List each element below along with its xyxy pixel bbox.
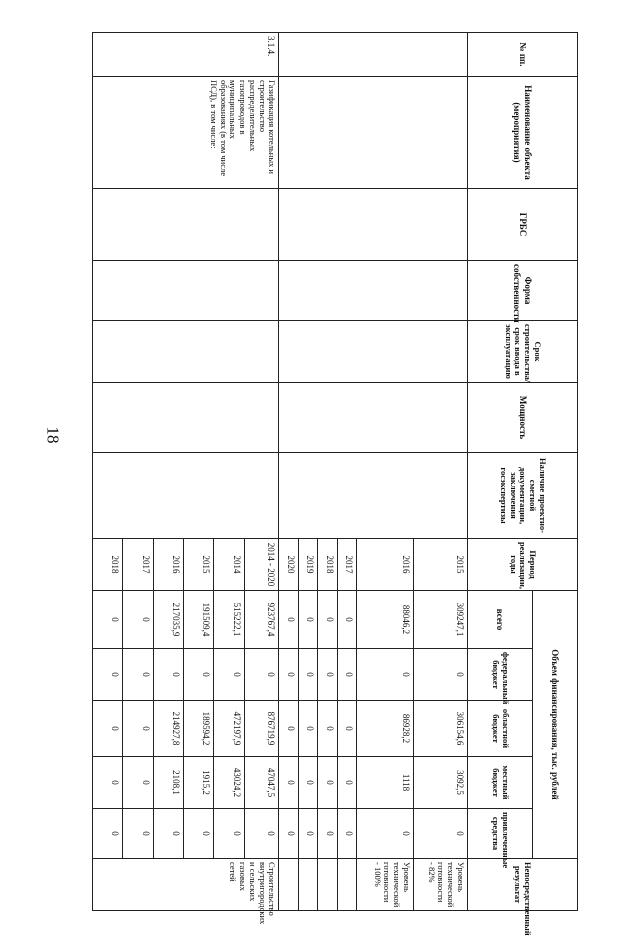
cell-total: 0: [279, 591, 299, 649]
cell-local: 2108,1: [153, 757, 183, 809]
cell-attracted: 0: [298, 809, 318, 859]
cell-empty: [279, 261, 468, 321]
cell-period: 2017: [123, 539, 153, 591]
header-regional: областной бюджет: [468, 701, 533, 757]
cell-regional: 86928,2: [357, 701, 413, 757]
cell-local: 0: [279, 757, 299, 809]
header-construction-term: Срок строительства/срок ввода в эксплуатацию: [468, 321, 578, 383]
header-result: Непосредственный результат: [468, 859, 578, 911]
cell-name: Газификация котельных и строительство распределительных газопроводов в муниципальных образованиях (в том числе ПСД), в том числе:: [93, 77, 279, 189]
cell-num: 3.1.4.: [93, 33, 279, 77]
cell-federal: 0: [279, 649, 299, 701]
table-inner: [92, 32, 578, 936]
cell-attracted: 0: [244, 809, 279, 859]
cell-total: 0: [318, 591, 338, 649]
cell-regional: 0: [337, 701, 357, 757]
cell-federal: 0: [244, 649, 279, 701]
cell-total: 0: [298, 591, 318, 649]
cell-attracted: 0: [318, 809, 338, 859]
cell-total: 923767,4: [244, 591, 279, 649]
header-local: местный бюджет: [468, 757, 533, 809]
cell-local: 0: [298, 757, 318, 809]
cell-empty: [279, 383, 468, 453]
cell-result: [337, 859, 357, 911]
cell-federal: 0: [184, 649, 214, 701]
cell-federal: 0: [337, 649, 357, 701]
header-period: Период реализации, годы: [468, 539, 578, 591]
cell-period: 2019: [298, 539, 318, 591]
cell-period: 2016: [153, 539, 183, 591]
header-total: всего: [468, 591, 533, 649]
cell-period: 2017: [337, 539, 357, 591]
cell-period: 2015: [413, 539, 467, 591]
cell-total: 0: [93, 591, 123, 649]
cell-local: 0: [93, 757, 123, 809]
cell-attracted: 0: [279, 809, 299, 859]
cell-attracted: 0: [413, 809, 467, 859]
cell-regional: 876719,9: [244, 701, 279, 757]
cell-federal: 0: [153, 649, 183, 701]
cell-period: 2014 - 2020: [244, 539, 279, 591]
cell-local: 47047,5: [244, 757, 279, 809]
cell-empty: [93, 383, 279, 453]
cell-federal: 0: [298, 649, 318, 701]
cell-result: Строительство внутригородских и сельских газовых сетей: [93, 859, 279, 911]
cell-regional: 214927,8: [153, 701, 183, 757]
cell-local: 0: [123, 757, 153, 809]
cell-empty: [279, 77, 468, 189]
cell-regional: 0: [298, 701, 318, 757]
cell-local: 3092,5: [413, 757, 467, 809]
cell-empty: [93, 321, 279, 383]
cell-regional: 472197,9: [214, 701, 244, 757]
header-psd: Наличие проектно-сметной документации, заключения госэкспертизы: [468, 453, 578, 539]
cell-total: 88046,2: [357, 591, 413, 649]
cell-attracted: 0: [357, 809, 413, 859]
cell-period: 2016: [357, 539, 413, 591]
cell-total: 0: [337, 591, 357, 649]
header-attracted: привлеченные средства: [468, 809, 533, 859]
cell-local: 0: [318, 757, 338, 809]
cell-regional: 0: [93, 701, 123, 757]
cell-empty: [93, 189, 279, 261]
header-funding-group: Объем финансирования, тыс. рублей: [533, 591, 578, 859]
cell-federal: 0: [318, 649, 338, 701]
header-ownership: Форма собственности: [468, 261, 578, 321]
cell-attracted: 0: [337, 809, 357, 859]
header-capacity: Мощность: [468, 383, 578, 453]
cell-attracted: 0: [214, 809, 244, 859]
header-grbs: ГРБС: [468, 189, 578, 261]
cell-regional: 0: [123, 701, 153, 757]
cell-period: 2014: [214, 539, 244, 591]
cell-period: 2015: [184, 539, 214, 591]
table-row: [244, 33, 279, 911]
cell-period: 2020: [279, 539, 299, 591]
financing-table: [92, 32, 578, 936]
cell-empty: [279, 33, 468, 77]
cell-empty: [279, 453, 468, 539]
cell-regional: 189594,2: [184, 701, 214, 757]
cell-empty: [279, 321, 468, 383]
cell-local: 43024,2: [214, 757, 244, 809]
cell-empty: [279, 189, 468, 261]
cell-empty: [93, 261, 279, 321]
cell-result: [318, 859, 338, 911]
cell-regional: 0: [279, 701, 299, 757]
cell-federal: 0: [214, 649, 244, 701]
cell-result: Уровень технической готовности - 82%: [413, 859, 467, 911]
cell-empty: [93, 453, 279, 539]
table-row: [413, 33, 467, 911]
cell-regional: 306154,6: [413, 701, 467, 757]
cell-attracted: 0: [123, 809, 153, 859]
cell-period: 2018: [318, 539, 338, 591]
header-num: № пп.: [468, 33, 578, 77]
cell-federal: 0: [357, 649, 413, 701]
cell-federal: 0: [123, 649, 153, 701]
cell-attracted: 0: [93, 809, 123, 859]
header-name: Наименование объекта (мероприятия): [468, 77, 578, 189]
cell-result: [279, 859, 299, 911]
header-federal: федеральный бюджет: [468, 649, 533, 701]
cell-federal: 0: [93, 649, 123, 701]
table-rotation-frame: [92, 32, 578, 936]
cell-attracted: 0: [184, 809, 214, 859]
cell-result: [298, 859, 318, 911]
cell-total: 217035,9: [153, 591, 183, 649]
cell-total: 309247,1: [413, 591, 467, 649]
cell-period: 2018: [93, 539, 123, 591]
cell-local: 0: [337, 757, 357, 809]
cell-local: 1118: [357, 757, 413, 809]
page-number: 18: [43, 426, 63, 444]
cell-local: 1915,2: [184, 757, 214, 809]
cell-result: Уровень технической готовности - 100%: [357, 859, 413, 911]
cell-total: 515222,1: [214, 591, 244, 649]
cell-total: 191509,4: [184, 591, 214, 649]
cell-total: 0: [123, 591, 153, 649]
cell-regional: 0: [318, 701, 338, 757]
cell-attracted: 0: [153, 809, 183, 859]
cell-federal: 0: [413, 649, 467, 701]
